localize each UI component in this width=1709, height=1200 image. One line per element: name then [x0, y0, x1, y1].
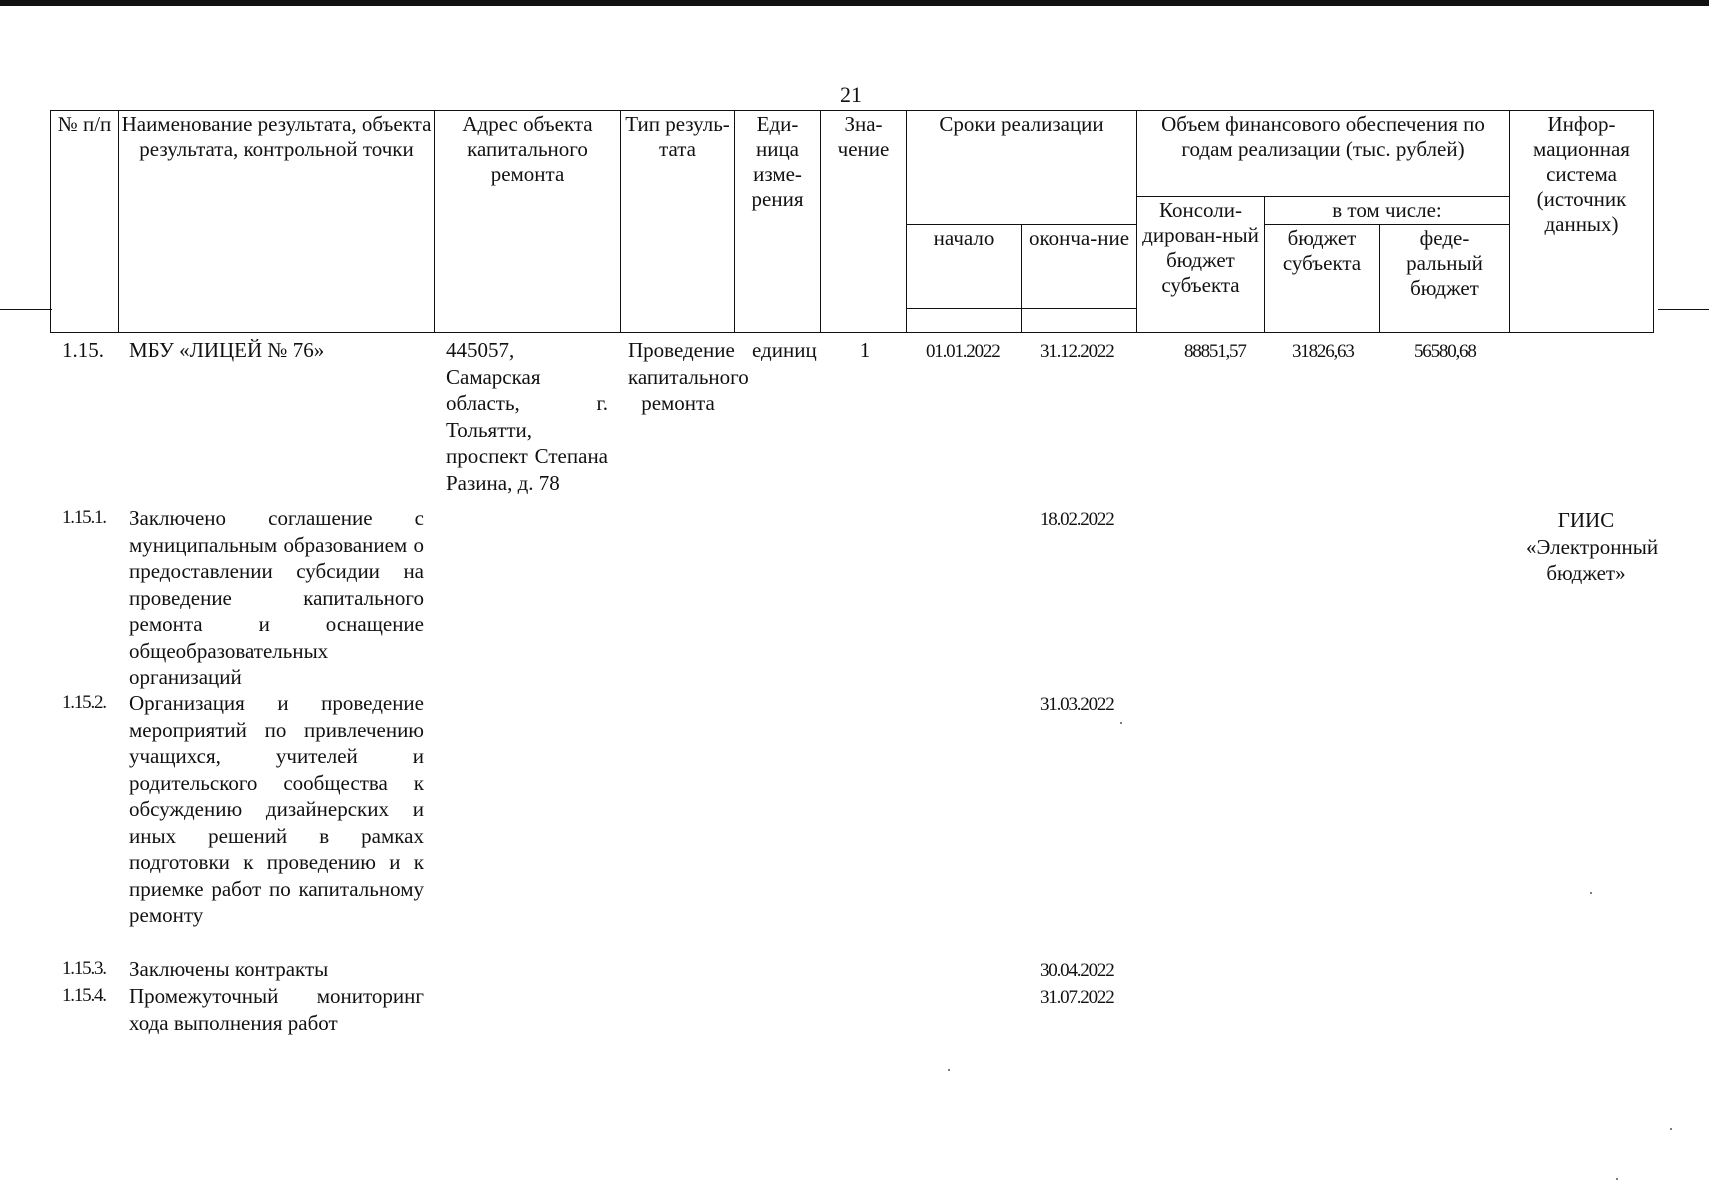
row-1153-end: 30.04.2022: [1040, 960, 1114, 981]
row-1153-name: Заключены контракты: [129, 957, 329, 981]
scan-speck: [1120, 722, 1122, 724]
scan-speck: [1670, 1128, 1672, 1130]
scan-speck: [1590, 892, 1592, 894]
row-1152-num: 1.15.2.: [62, 692, 106, 713]
page-number: 21: [840, 82, 862, 107]
row-1154-num: 1.15.4.: [62, 985, 106, 1006]
row-1154-end: 31.07.2022: [1040, 987, 1114, 1008]
row-115-end: 31.12.2022: [1040, 341, 1114, 362]
header-subject-budget: бюджет субъекта: [1265, 225, 1380, 333]
header-end: оконча-ние: [1022, 225, 1137, 309]
row-1151-num: 1.15.1.: [62, 507, 106, 528]
row-115-name: МБУ «ЛИЦЕЙ № 76»: [129, 338, 325, 362]
header-consolidated: Консоли-дирован-ный бюджет субъекта: [1137, 197, 1265, 333]
row-1151-end: 18.02.2022: [1040, 509, 1114, 530]
row-1152-name: Организация и проведение мероприятий по привлечению учащихся, учителей и родительского сообщества к обсуждению дизайнерских и иных решений в рамках подготовки к проведению и к приемке работ по капитальному ремонту: [129, 691, 424, 927]
row-115-type: Проведение капитального ремонта: [628, 338, 749, 415]
row-115-num: 1.15.: [62, 338, 104, 362]
header-name: Наименование результата, объекта результата, контрольной точки: [119, 111, 435, 333]
header-num: № п/п: [51, 111, 119, 333]
header-value: Зна-чение: [821, 111, 907, 333]
header-start: начало: [907, 225, 1022, 309]
row-115-federal: 56580,68: [1414, 341, 1476, 362]
row-1151-name: Заключено соглашение с муниципальным образованием о предоставлении субсидии на проведение капитального ремонта и оснащение общеобразовательных организаций: [129, 506, 424, 689]
row-115-address: 445057, Самарская область, г. Тольятти, проспект Степана Разина, д. 78: [446, 338, 608, 495]
header-terms: Сроки реализации: [907, 111, 1137, 225]
row-1152-end: 31.03.2022: [1040, 694, 1114, 715]
header-address: Адрес объекта капитального ремонта: [435, 111, 621, 333]
row-115-unit: единиц: [752, 338, 817, 362]
scan-speck: [1616, 1178, 1618, 1180]
header-info-system: Инфор-мационная система (источник данных): [1510, 111, 1654, 333]
header-unit: Еди-ница изме-рения: [735, 111, 821, 333]
row-1154-name: Промежуточный мониторинг хода выполнения работ: [129, 984, 424, 1035]
row-115-consolidated: 88851,57: [1184, 341, 1246, 362]
header-including: в том числе:: [1265, 197, 1510, 225]
header-type: Тип резуль-тата: [621, 111, 735, 333]
row-115-value: 1: [859, 338, 871, 362]
row-115-subject: 31826,63: [1292, 341, 1354, 362]
row-1153-num: 1.15.3.: [62, 958, 106, 979]
row-115-start: 01.01.2022: [926, 341, 1000, 362]
row-1151-info: ГИИС «Электронный бюджет»: [1526, 508, 1659, 585]
header-funding: Объем финансового обеспечения по годам реализации (тыс. рублей): [1137, 111, 1510, 197]
header-federal-budget: феде-ральный бюджет: [1380, 225, 1510, 333]
scan-speck: [948, 1069, 950, 1071]
